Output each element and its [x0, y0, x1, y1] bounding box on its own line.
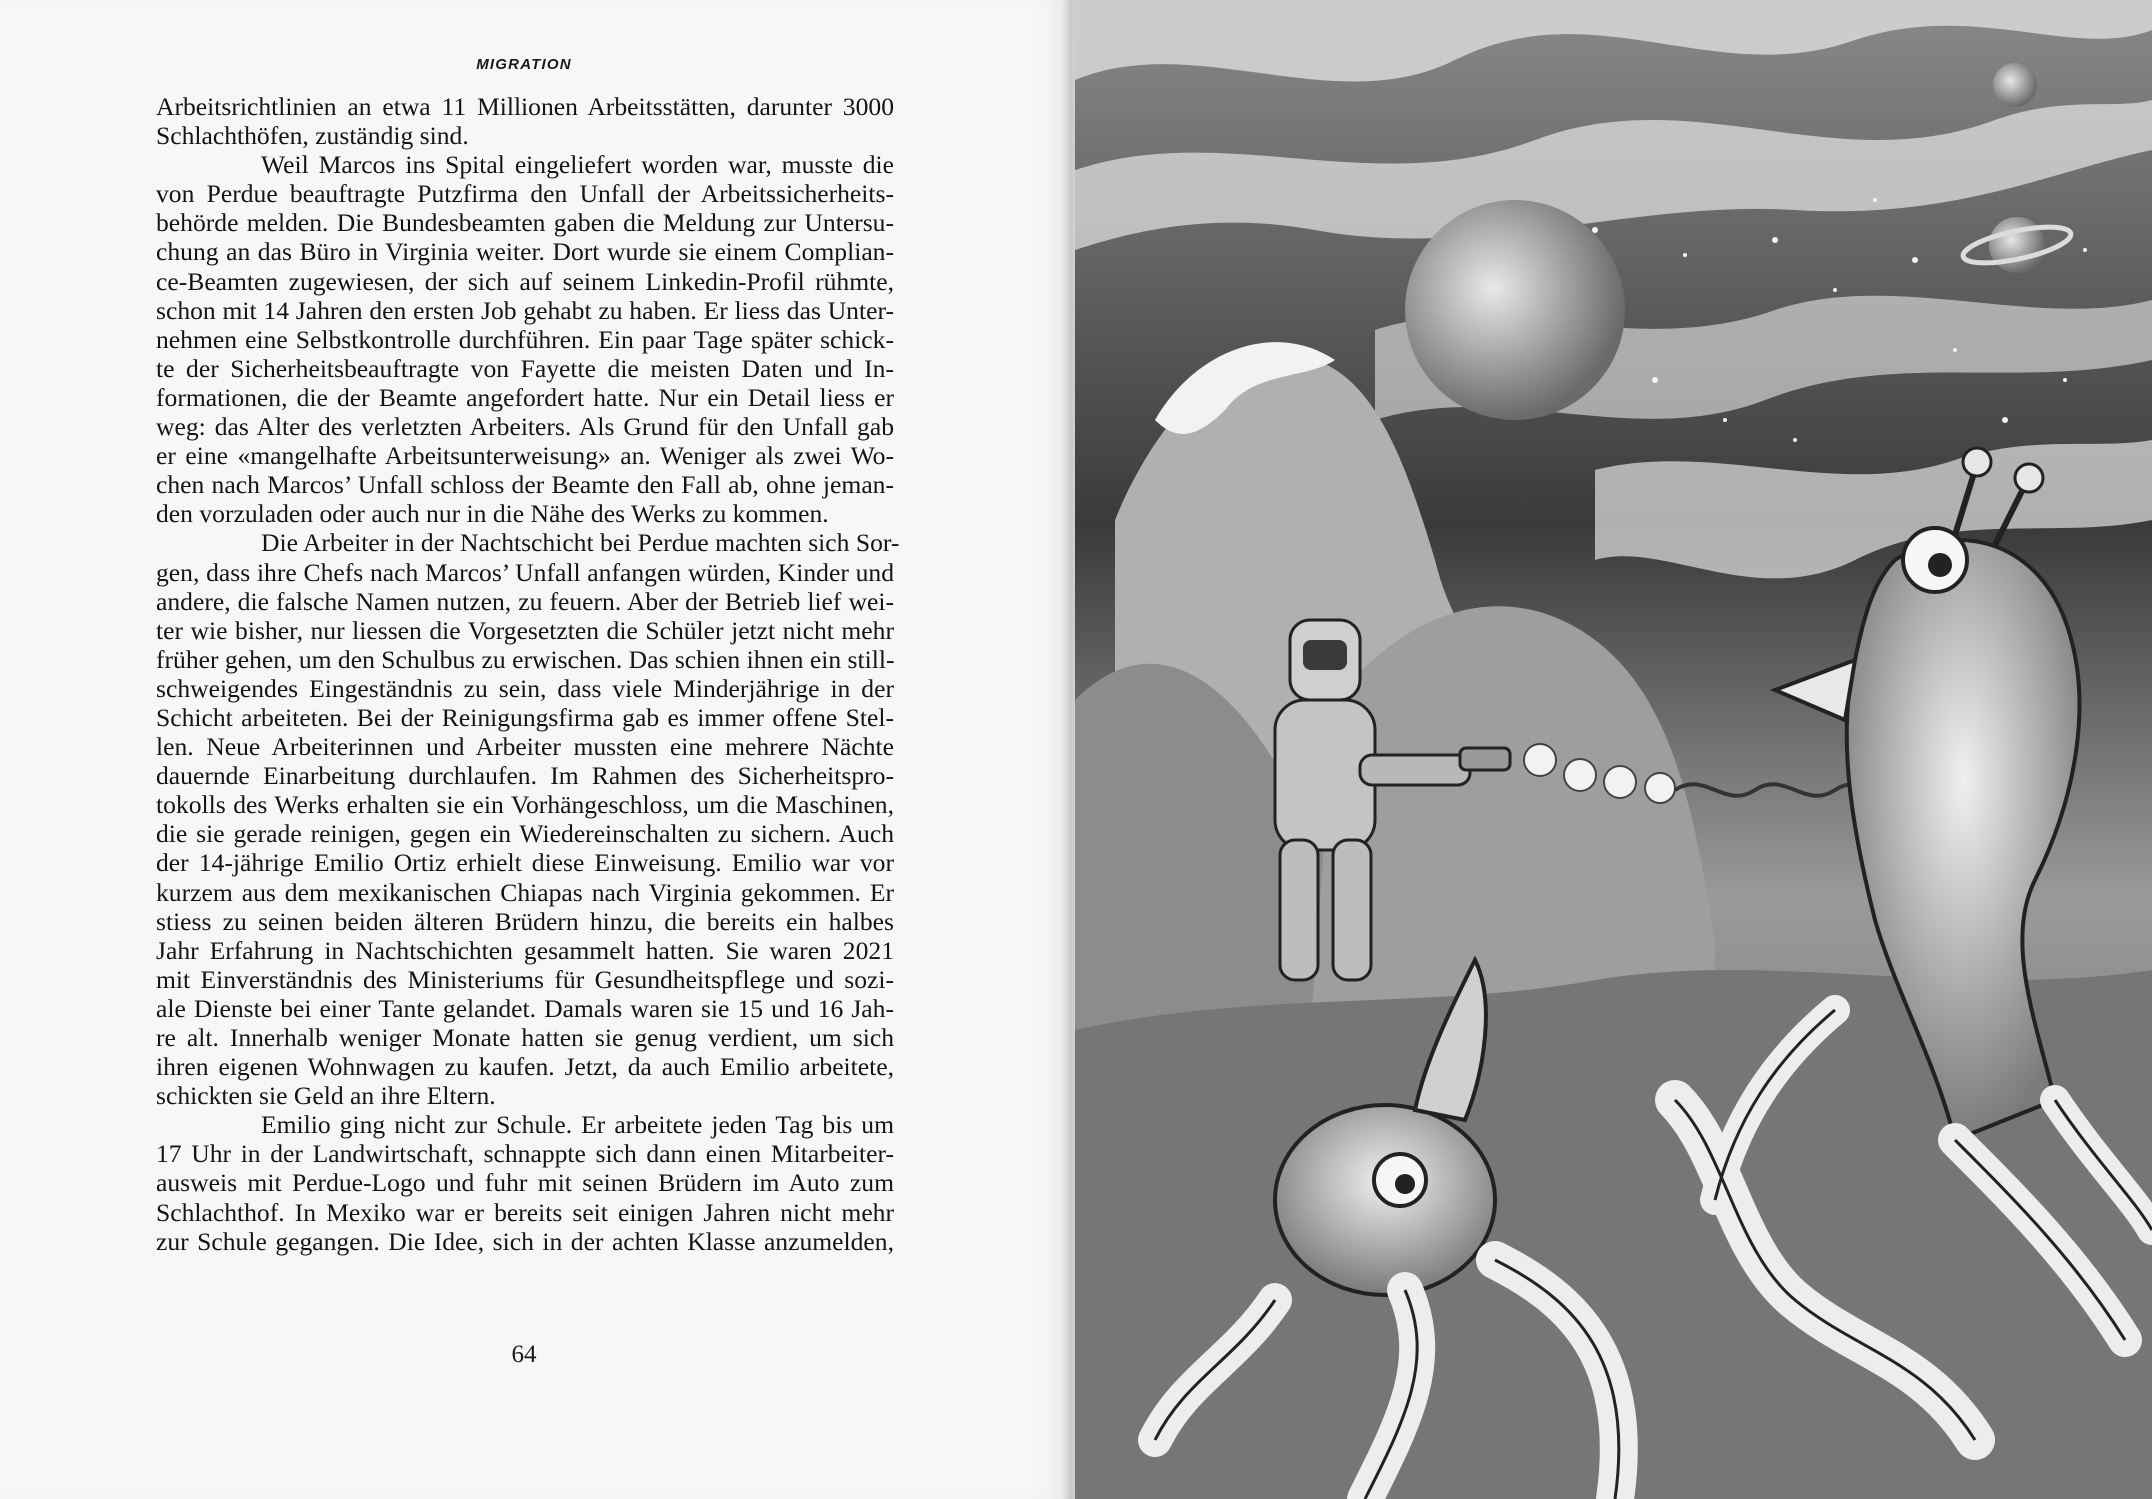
text-line: behörde melden. Die Bundesbeamten gaben die Meldung zur Untersu- [156, 208, 894, 238]
page-number: 64 [511, 1341, 537, 1368]
right-page-illustration [1075, 0, 2152, 1499]
text-line: andere, die falsche Namen nutzen, zu feuern. Aber der Betrieb lief wei- [156, 586, 894, 616]
text-line: von Perdue beauftragte Putzfirma den Unfall der Arbeitssicherheits- [156, 179, 894, 209]
text-line: nehmen eine Selbstkontrolle durchführen. Ein paar Tage später schick- [156, 324, 894, 354]
text-line: früher gehen, um den Schulbus zu erwischen. Das schien ihnen ein still- [156, 644, 895, 674]
text-line: Die Arbeiter in der Nachtschicht bei Perdue machten sich Sor- [261, 528, 900, 558]
text-line: stiess zu seinen beiden älteren Brüdern hinzu, die bereits ein halbes [156, 906, 894, 936]
text-line: len. Neue Arbeiterinnen und Arbeiter mussten eine mehrere Nächte [156, 732, 894, 762]
text-line: den vorzuladen oder auch nur in die Nähe des Werks zu kommen. [156, 499, 829, 529]
text-line: ter wie bisher, nur liessen die Vorgesetzten die Schüler jetzt nicht mehr [156, 615, 894, 645]
body-text [156, 92, 900, 1256]
text-line: gen, dass ihre Chefs nach Marcos’ Unfall anfangen würden, Kinder und [156, 557, 894, 587]
text-line: te der Sicherheitsbeauftragte von Fayette die meisten Daten und In- [156, 353, 894, 383]
text-line: ale Dienste bei einer Tante gelandet. Damals waren sie 15 und 16 Jah- [156, 993, 894, 1023]
text-line: zur Schule gegangen. Die Idee, sich in der achten Klasse anzumelden, [156, 1226, 894, 1256]
text-line: Schicht arbeiteten. Bei der Reinigungsfirma gab es immer offene Stel- [156, 702, 894, 732]
text-line: weg: das Alter des verletzten Arbeiters. Als Grund für den Unfall gab [156, 412, 894, 442]
text-line: dauernde Einarbeitung durchlaufen. Im Rahmen des Sicherheitspro- [156, 761, 894, 791]
text-line: Schlachthöfen, zuständig sind. [156, 121, 469, 151]
text-line: Arbeitsrichtlinien an etwa 11 Millionen Arbeitsstätten, darunter 3000 [156, 92, 894, 121]
text-line: die sie gerade reinigen, gegen ein Wiedereinschalten zu sichern. Auch [156, 819, 894, 849]
text-line: ce-Beamten zugewiesen, der sich auf seinem Linkedin-Profil rühmte, [156, 266, 894, 296]
small-moon [1993, 63, 2037, 107]
text-line: der 14-jährige Emilio Ortiz erhielt diese Einweisung. Emilio war vor [156, 848, 894, 878]
text-line: chung an das Büro in Virginia weiter. Dort wurde sie einem Complian- [156, 237, 894, 267]
text-line: kurzem aus dem mexikanischen Chiapas nach Virginia gekommen. Er [156, 877, 894, 907]
space-creature-illustration [1075, 0, 2152, 1499]
text-line: tokolls des Werks erhalten sie ein Vorhängeschloss, um die Maschinen, [156, 790, 894, 820]
text-line: Jahr Erfahrung in Nachtschichten gesammelt hatten. Sie waren 2021 [156, 935, 894, 965]
left-page [0, 0, 1075, 1499]
text-line: schickten sie Geld an ihre Eltern. [156, 1081, 496, 1111]
large-planet [1405, 200, 1625, 420]
text-line: schon mit 14 Jahren den ersten Job gehabt zu haben. Er liess das Unter- [156, 295, 894, 325]
text-line: ihren eigenen Wohnwagen zu kaufen. Jetzt, da auch Emilio arbeitete, [156, 1052, 894, 1082]
text-line: ausweis mit Perdue-Logo und fuhr mit seinen Brüdern im Auto zum [156, 1168, 894, 1198]
text-line: Emilio ging nicht zur Schule. Er arbeitete jeden Tag bis um [261, 1110, 894, 1140]
text-line: Schlachthof. In Mexiko war er bereits seit einigen Jahren nicht mehr [156, 1197, 894, 1227]
text-line: chen nach Marcos’ Unfall schloss der Beamte den Fall ab, ohne jeman- [156, 470, 894, 500]
text-line: Weil Marcos ins Spital eingeliefert worden war, musste die [261, 150, 894, 180]
text-line: schweigendes Eingeständnis zu sein, dass viele Minderjährige in der [156, 673, 894, 703]
text-line: 17 Uhr in der Landwirtschaft, schnappte sich dann einen Mitarbeiter- [156, 1139, 894, 1169]
text-line: re alt. Innerhalb weniger Monate hatten sie genug verdient, um sich [156, 1023, 894, 1052]
text-line: formationen, die der Beamte angefordert hatte. Nur ein Detail liess er [156, 382, 894, 412]
running-head: MIGRATION [476, 56, 572, 73]
text-line: er eine «mangelhafte Arbeitsunterweisung» an. Weniger als zwei Wo- [156, 441, 894, 471]
text-line: mit Einverständnis des Ministeriums für Gesundheitspflege und sozi- [156, 964, 894, 994]
